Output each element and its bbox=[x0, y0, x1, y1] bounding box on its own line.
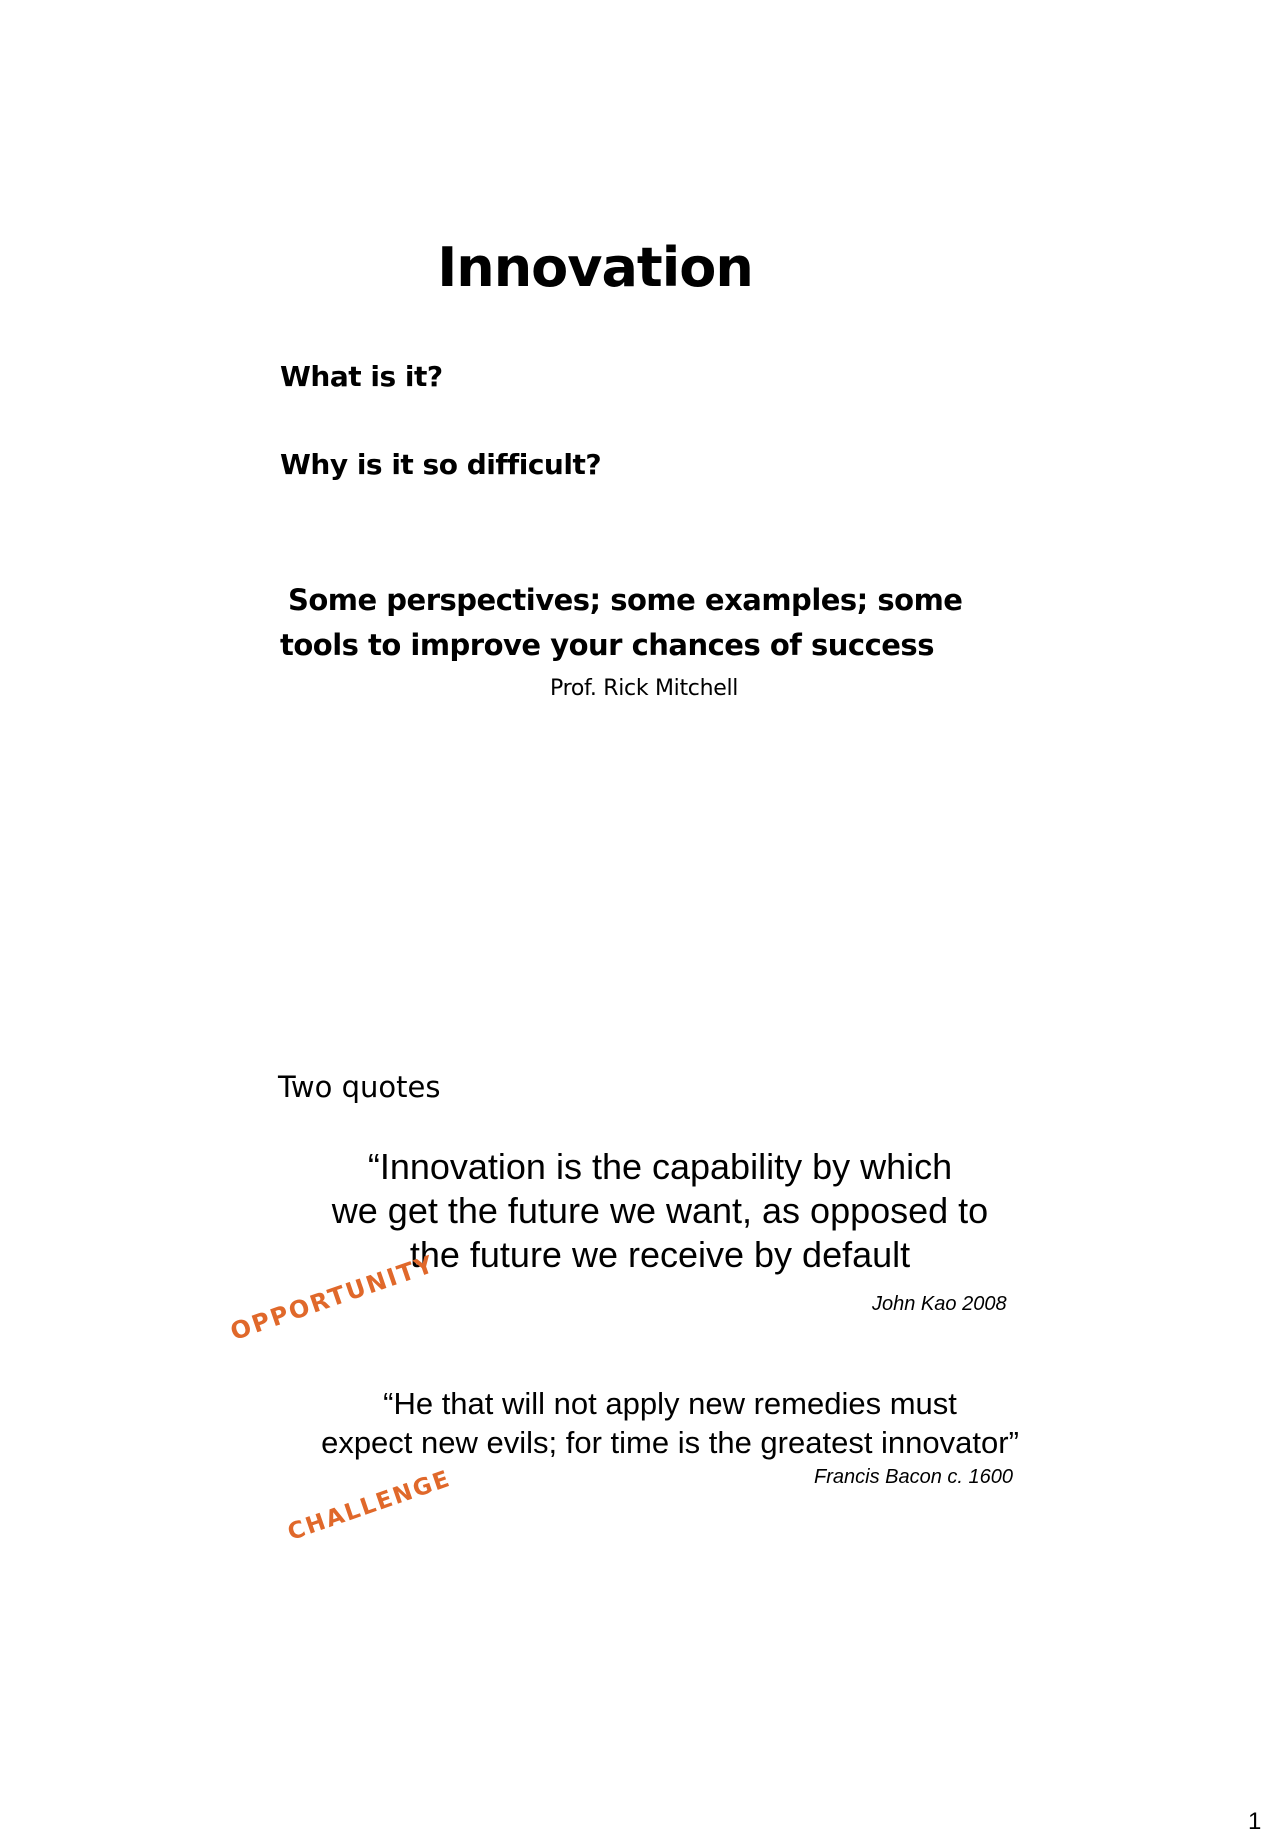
quote-kao bbox=[260, 1145, 1060, 1277]
quote-kao-line-2: we get the future we want, as opposed to bbox=[331, 1190, 989, 1231]
question-why-difficult: Why is it so difficult? bbox=[280, 448, 602, 481]
perspectives-line-2: tools to improve your chances of success bbox=[280, 628, 934, 662]
quote-bacon-attribution: Francis Bacon c. 1600 bbox=[814, 1466, 1013, 1488]
quote-bacon-line-2: expect new evils; for time is the greatest innovator” bbox=[321, 1425, 1019, 1460]
quote-kao-line-3: the future we receive by default bbox=[409, 1234, 911, 1275]
quote-bacon-line-1: “He that will not apply new remedies must bbox=[383, 1386, 957, 1421]
page-number: 1 bbox=[1248, 1808, 1262, 1835]
question-what-is-it: What is it? bbox=[280, 360, 443, 393]
opportunity-stamp: OPPORTUNITY bbox=[226, 1249, 439, 1346]
author-name: Prof. Rick Mitchell bbox=[550, 676, 739, 701]
perspectives-text bbox=[280, 578, 980, 668]
slide-title: Innovation bbox=[437, 236, 753, 299]
perspectives-line-1: Some perspectives; some examples; some bbox=[288, 583, 963, 617]
quote-kao-attribution: John Kao 2008 bbox=[872, 1293, 1007, 1315]
quote-bacon bbox=[270, 1384, 1070, 1462]
challenge-stamp: CHALLENGE bbox=[284, 1465, 455, 1546]
quotes-heading: Two quotes bbox=[278, 1070, 441, 1104]
quote-kao-line-1: “Innovation is the capability by which bbox=[367, 1146, 953, 1187]
